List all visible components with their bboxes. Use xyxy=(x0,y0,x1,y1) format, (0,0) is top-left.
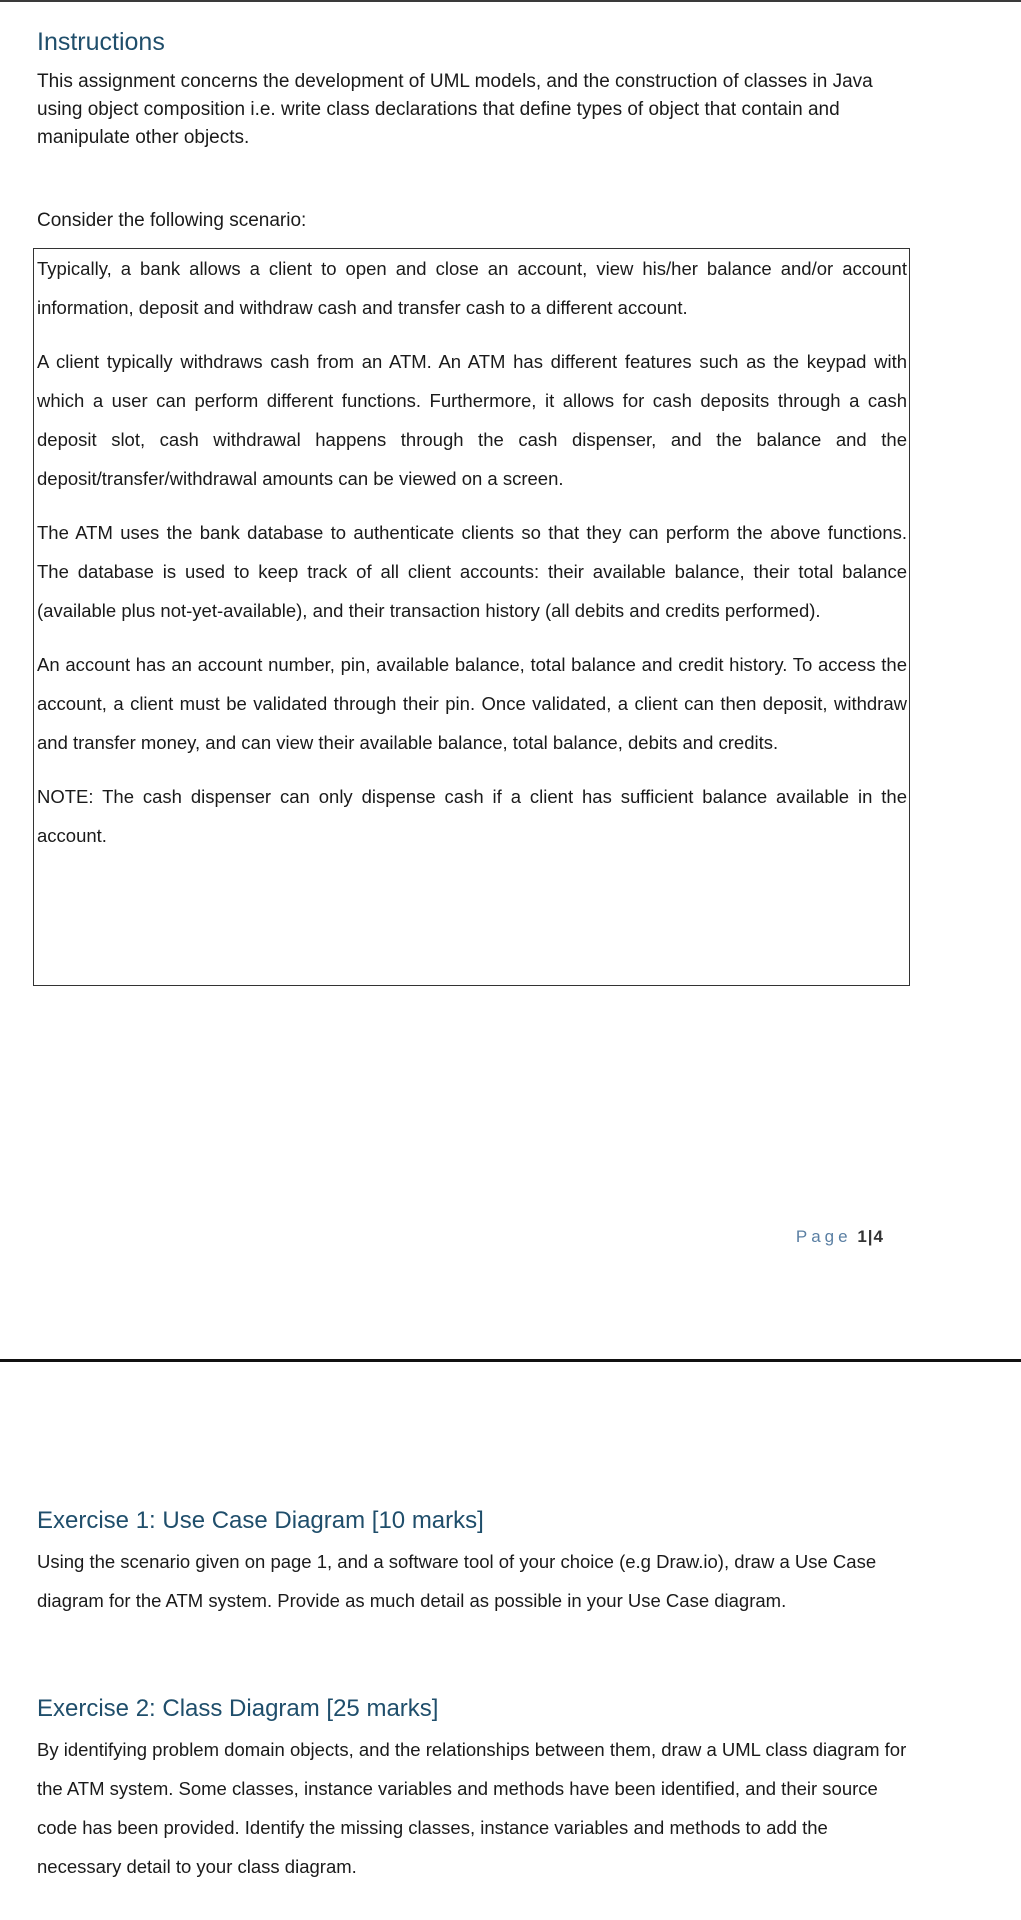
exercise-1-heading: Exercise 1: Use Case Diagram [10 marks] xyxy=(37,1507,484,1534)
scenario-paragraph-atm: A client typically withdraws cash from an ATM. An ATM has different features such as the keypad with which a user can perform different functions. Furthermore, it allows for cash deposits through a cash deposit slot, cash withdrawal happens through the cash dispenser, and the balance and the deposit/transfer/withdrawal amounts can be viewed on a screen. xyxy=(37,351,907,489)
intro-paragraph: This assignment concerns the development of UML models, and the construction of classes in Java using object composition i.e. write class declarations that define types of object that contain and manipulate other objects. xyxy=(37,71,873,148)
page-number-value: 1|4 xyxy=(857,1227,884,1246)
scenario-paragraph-note: NOTE: The cash dispenser can only dispense cash if a client has sufficient balance available in the account. xyxy=(37,786,907,846)
consider-scenario-label: Consider the following scenario: xyxy=(37,210,307,231)
instructions-heading: Instructions xyxy=(37,28,165,56)
scenario-paragraph-account: An account has an account number, pin, available balance, total balance and credit history. To access the account, a client must be validated through their pin. Once validated, a client can then deposit, withdraw and transfer money, and can view their available balance, total balance, debits and credits. xyxy=(37,654,907,753)
page-number xyxy=(796,1227,884,1247)
scenario-paragraph-database: The ATM uses the bank database to authenticate clients so that they can perform the above functions. The database is used to keep track of all client accounts: their available balance, their total balance (available plus not-yet-available), and their transaction history (all debits and credits performed). xyxy=(37,522,907,621)
scenario-paragraph-bank: Typically, a bank allows a client to open and close an account, view his/her balance and/or account information, deposit and withdraw cash and transfer cash to a different account. xyxy=(37,258,907,318)
page-number-label: Page xyxy=(795,1227,852,1246)
scenario-box xyxy=(33,248,910,986)
exercise-2-text: By identifying problem domain objects, and the relationships between them, draw a UML class diagram for the ATM system. Some classes, instance variables and methods have been identified, and their source code has been provided. Identify the missing classes, instance variables and methods to add the necessary detail to your class diagram. xyxy=(37,1739,907,1877)
page-break-divider xyxy=(0,1359,1021,1362)
exercise-1-text: Using the scenario given on page 1, and a software tool of your choice (e.g Draw.io), draw a Use Case diagram for the ATM system. Provide as much detail as possible in your Use Case diagram. xyxy=(37,1551,877,1611)
page-2 xyxy=(0,1364,1021,1920)
exercise-2-heading: Exercise 2: Class Diagram [25 marks] xyxy=(37,1695,439,1722)
